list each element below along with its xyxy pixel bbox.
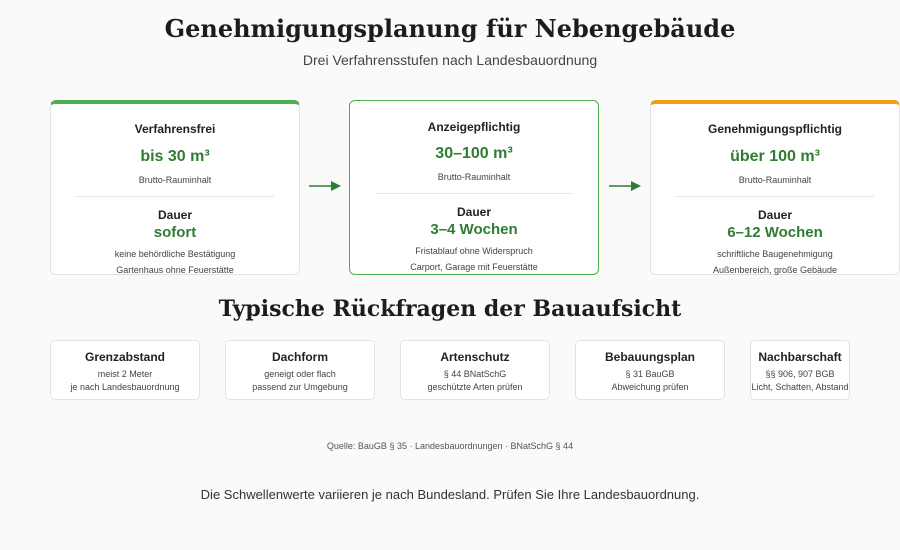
card-title: Nachbarschaft <box>758 350 842 364</box>
question-card-bebauungsplan <box>575 340 725 400</box>
page-title: Genehmigungsplanung für Nebengebäude <box>164 14 736 43</box>
arrow-right-icon <box>309 179 341 193</box>
stage-duration: 3–4 Wochen <box>430 221 518 238</box>
page-subtitle: Drei Verfahrensstufen nach Landesbauordnung <box>302 52 598 68</box>
stage-note-1: schriftliche Baugenehmigung <box>717 249 833 259</box>
stage-duration-label: Dauer <box>157 208 192 222</box>
stage-volume-unit: Brutto-Rauminhalt <box>437 172 511 182</box>
footer-note: Die Schwellenwerte variieren je nach Bundesland. Prüfen Sie Ihre Landesbauordnung. <box>200 487 700 502</box>
card-title: Artenschutz <box>440 350 510 364</box>
card-line-2: passend zur Umgebung <box>252 382 348 392</box>
stage-divider <box>375 193 573 194</box>
stage-volume-unit: Brutto-Rauminhalt <box>138 175 212 185</box>
card-line-1: § 44 BNatSchG <box>443 369 507 379</box>
card-line-2: geschützte Arten prüfen <box>427 382 523 392</box>
arrow-right-icon <box>609 179 641 193</box>
stage-volume: über 100 m³ <box>730 148 820 165</box>
stage-duration-label: Dauer <box>757 208 792 222</box>
stage-note-2: Gartenhaus ohne Feuerstätte <box>116 265 234 275</box>
stage-duration-label: Dauer <box>456 205 491 219</box>
section-title: Typische Rückfragen der Bauaufsicht <box>218 296 682 322</box>
stage-note-1: Fristablauf ohne Widerspruch <box>415 246 533 256</box>
card-title: Dachform <box>271 350 328 364</box>
card-line-1: geneigt oder flach <box>264 369 336 379</box>
stage-note-2: Carport, Garage mit Feuerstätte <box>410 262 538 272</box>
stage-duration: sofort <box>153 224 197 241</box>
question-card-grenzabstand <box>50 340 200 400</box>
card-line-2: Licht, Schatten, Abstand <box>751 382 849 392</box>
question-card-artenschutz <box>400 340 550 400</box>
stage-note-2: Außenbereich, große Gebäude <box>712 265 838 275</box>
card-line-2: je nach Landesbauordnung <box>70 382 180 392</box>
card-line-2: Abweichung prüfen <box>611 382 689 392</box>
stage-volume: bis 30 m³ <box>140 148 210 165</box>
stage-duration: 6–12 Wochen <box>727 224 823 241</box>
stage-note-1: keine behördliche Bestätigung <box>114 249 236 259</box>
stage-divider <box>76 196 274 197</box>
card-line-1: meist 2 Meter <box>97 369 153 379</box>
stage-volume: 30–100 m³ <box>435 145 513 162</box>
stage-volume-unit: Brutto-Rauminhalt <box>738 175 812 185</box>
stage-title: Anzeigepflichtig <box>427 120 521 134</box>
card-line-1: §§ 906, 907 BGB <box>765 369 835 379</box>
question-card-dachform <box>225 340 375 400</box>
stage-divider <box>676 196 874 197</box>
stage-title: Verfahrensfrei <box>134 122 216 136</box>
card-title: Grenzabstand <box>84 350 165 364</box>
source-note: Quelle: BauGB § 35 · Landesbauordnungen · BNatSchG § 44 <box>326 441 574 451</box>
question-card-nachbarschaft <box>750 340 850 400</box>
stage-card-anzeigepflichtig <box>349 100 599 275</box>
stage-title: Genehmigungspflichtig <box>708 122 842 136</box>
card-line-1: § 31 BauGB <box>625 369 675 379</box>
stage-card-verfahrensfrei <box>50 100 300 275</box>
stage-card-genehmigungspflichtig <box>650 100 900 275</box>
card-title: Bebauungsplan <box>604 350 695 364</box>
